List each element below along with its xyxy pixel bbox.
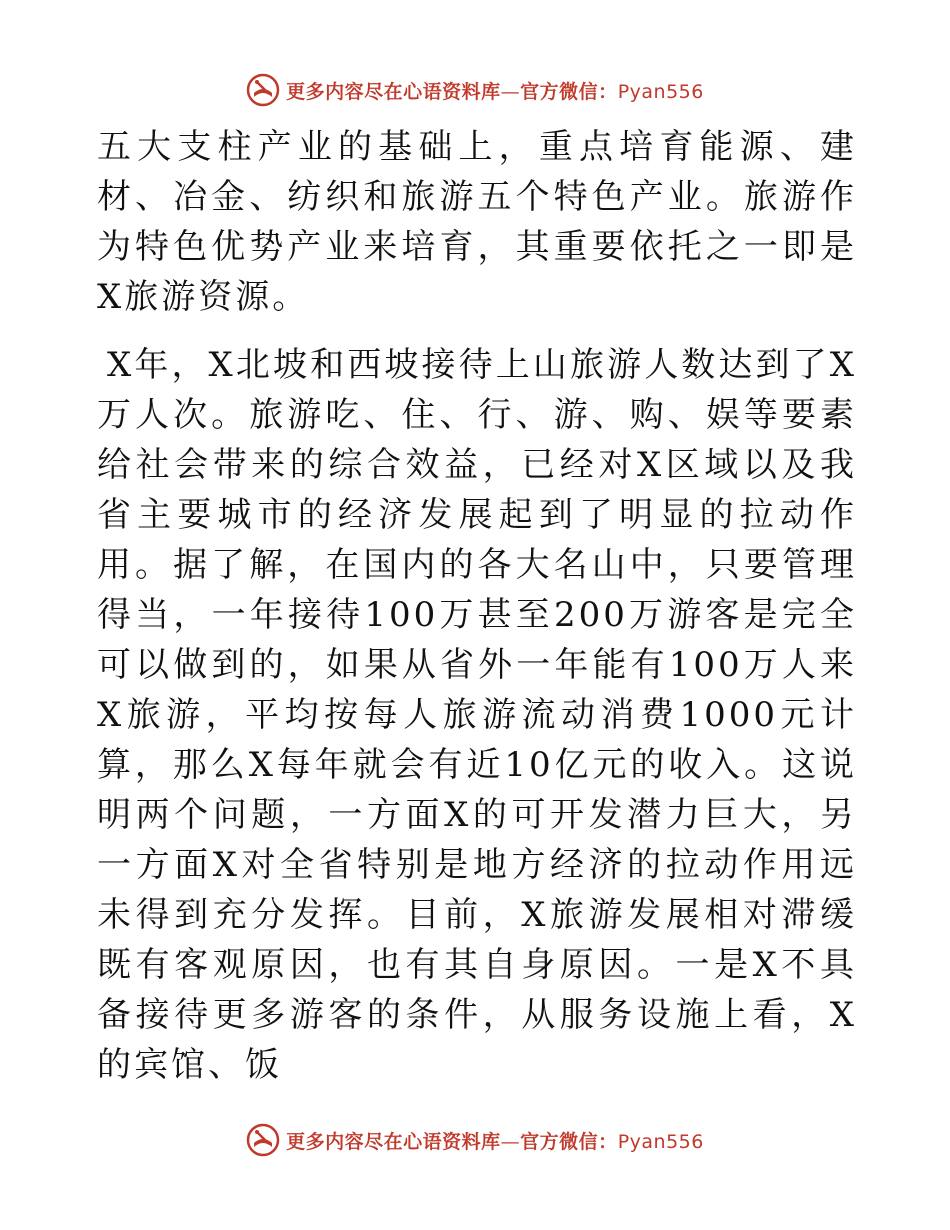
page-footer-watermark — [0, 1120, 950, 1160]
paragraph-2: X年，X北坡和西坡接待上山旅游人数达到了X万人次。旅游吃、住、行、游、购、娱等要素给社会带来的综合效益，已经对X区域以及我省主要城市的经济发展起到了明显的拉动作用。据了解，在国内的各大名山中，只要管理得当，一年接待100万甚至200万游客是完全可以做到的，如果从省外一年能有100万人来X旅游，平均按每人旅游流动消费1000元计算，那么X每年就会有近10亿元的收入。这说明两个问题，一方面X的可开发潜力巨大，另一方面X对全省特别是地方经济的拉动作用远未得到充分发挥。目前，X旅游发展相对滞缓既有客观原因，也有其自身原因。一是X不具备接待更多游客的条件，从服务设施上看，X的宾馆、饭 — [97, 345, 857, 1085]
book-logo-icon — [246, 1123, 280, 1157]
document-body — [97, 122, 857, 1090]
book-logo-icon — [246, 73, 280, 107]
watermark-brand-footer — [246, 1123, 704, 1157]
page-header-watermark — [0, 70, 950, 110]
paragraph-1: 五大支柱产业的基础上，重点培育能源、建材、冶金、纺织和旅游五个特色产业。旅游作为特色优势产业来培育，其重要依托之一即是X旅游资源。 — [97, 127, 857, 317]
watermark-brand — [246, 73, 704, 107]
watermark-text-footer: 更多内容尽在心语资料库—官方微信：Pyan556 — [286, 1130, 704, 1153]
watermark-text: 更多内容尽在心语资料库—官方微信：Pyan556 — [286, 80, 704, 103]
